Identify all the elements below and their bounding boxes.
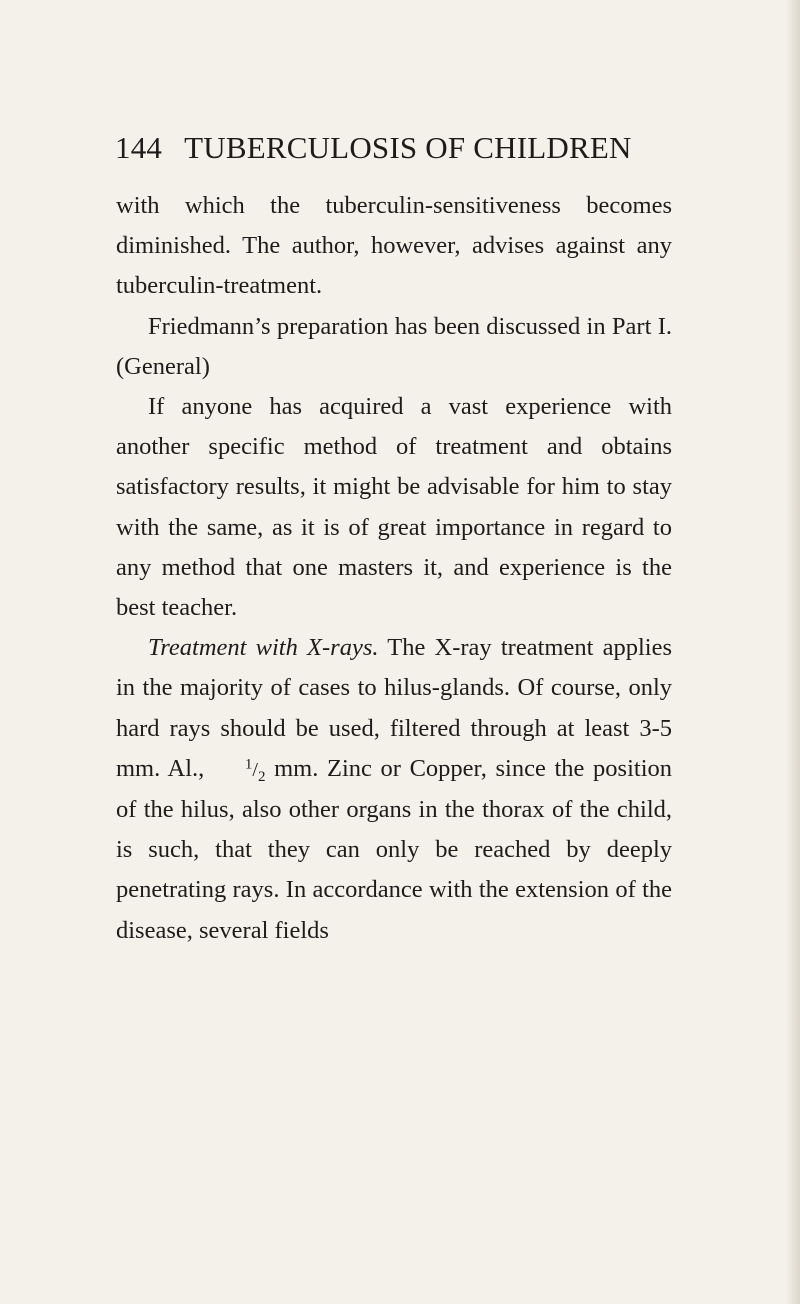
running-header bbox=[115, 128, 675, 168]
paragraph-text-after-fraction: mm. Zinc or Copper, since the position of the hilus, also other organs in the thorax of the child, is such, that they can only be reached by deeply penetrating rays. In accordance with the extension of the disease, several fields bbox=[116, 754, 672, 944]
paragraph-friedmann: Friedmann’s preparation has been discussed in Part I. (General) bbox=[116, 312, 672, 380]
paragraph-experience: If anyone has acquired a vast experience with another specific method of treatment and obtains satisfactory results, it might be advisable for him to stay with the same, as it is of great importance in regard to any method that one masters it, and experience is the best teacher. bbox=[116, 393, 672, 622]
paragraph-continuation: with which the tuberculin-sensitiveness becomes diminished. The author, however, advises against any tuberculin-treatment. bbox=[116, 192, 672, 300]
fraction-one-half: $^1/_2$ bbox=[244, 756, 266, 785]
running-title: TUBERCULOSIS OF CHILDREN bbox=[184, 130, 632, 165]
paragraph-x-rays bbox=[116, 628, 672, 951]
page-number: 144 bbox=[115, 130, 163, 165]
fraction-numerator: 1 bbox=[244, 756, 253, 773]
fraction-denominator: 2 bbox=[257, 768, 266, 785]
page-edge-shadow bbox=[786, 0, 800, 1304]
body-text bbox=[116, 186, 672, 951]
paragraph-text-before-fraction: The X-ray treatment applies in the majority of cases to hilus-glands. Of course, only hard rays should be used, filtered through at least 3-5 mm. Al., bbox=[116, 634, 672, 782]
section-lead-italic: Treatment with X-rays. bbox=[148, 634, 379, 662]
